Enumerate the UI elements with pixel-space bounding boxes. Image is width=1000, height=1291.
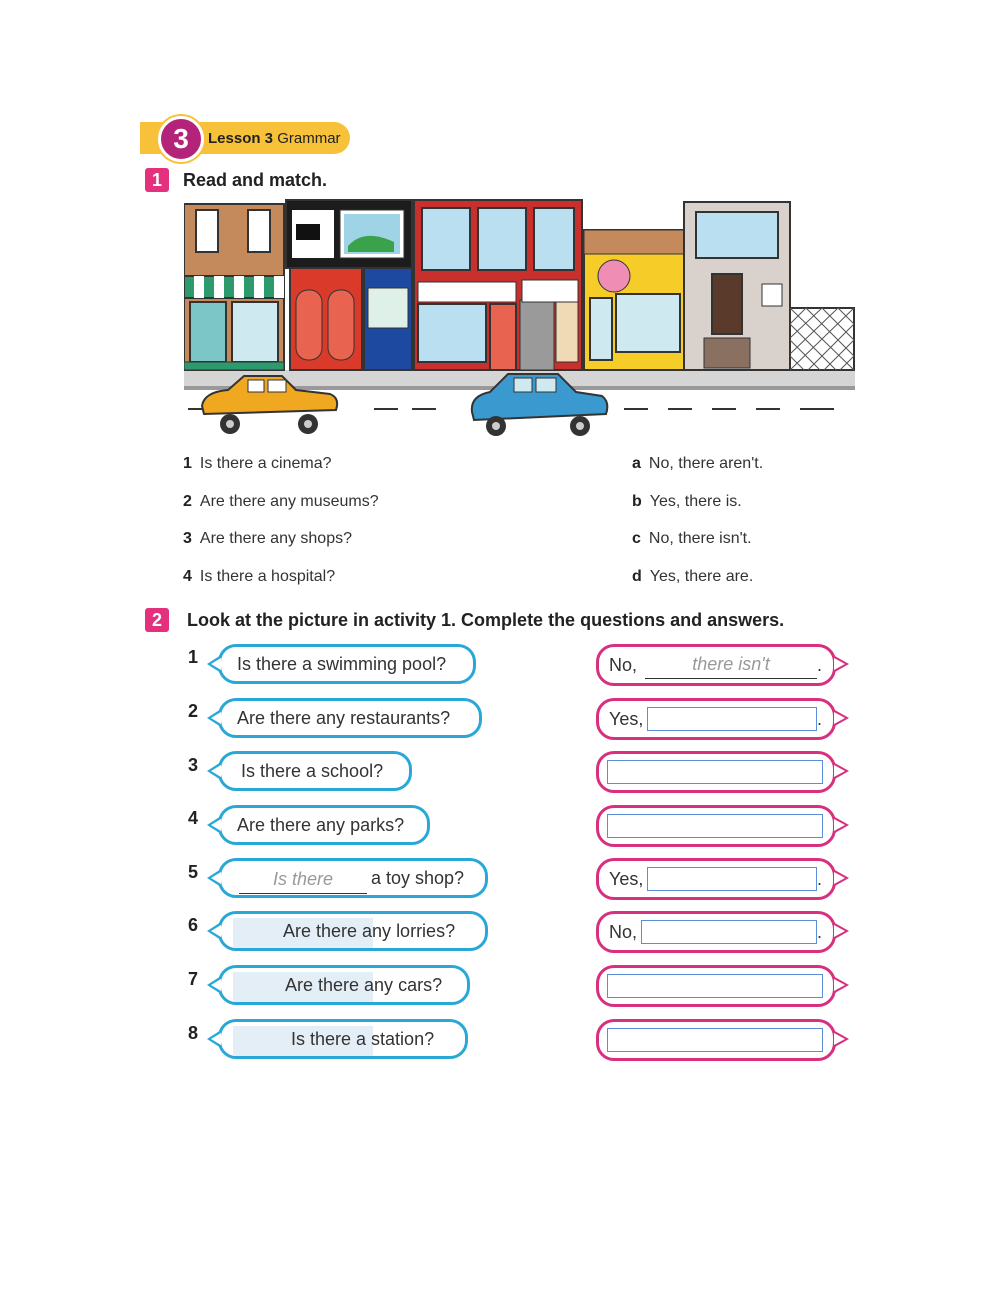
activity-1-badge: 1 (145, 168, 169, 192)
q-number-1: 1 (188, 647, 199, 667)
answer-bubble-8[interactable] (596, 1019, 836, 1061)
match-answer-c: c No, there isn't. (632, 530, 752, 547)
question-text-6: Are there any lorries? (283, 921, 456, 941)
q-number-7: 7 (188, 969, 199, 989)
lesson-topic: Grammar (277, 130, 341, 147)
question-text-8: Is there a station? (291, 1029, 435, 1049)
answer-input-7[interactable] (607, 974, 823, 998)
answer-input-8[interactable] (607, 1028, 823, 1052)
q-number-2: 2 (188, 701, 199, 721)
lesson-title (208, 130, 341, 147)
question-bubble-4 (218, 805, 430, 845)
answer-bubble-5[interactable]: Yes, . (596, 858, 836, 900)
question-text-7: Are there any cars? (285, 975, 443, 995)
answer-input-3[interactable] (607, 760, 823, 784)
question-example-5: Is there (239, 865, 367, 894)
q-number-6: 6 (188, 915, 199, 935)
lesson-label: Lesson 3 (208, 130, 274, 147)
answer-bubble-2[interactable]: Yes, . (596, 698, 836, 740)
answer-label-6: No, (609, 922, 638, 942)
answer-label-1: No, (609, 655, 638, 675)
question-bubble-3 (218, 751, 412, 791)
answer-example-1: there isn't (645, 650, 817, 679)
match-answer-b: b Yes, there is. (632, 493, 742, 510)
lesson-number-badge: 3 (158, 116, 204, 162)
question-text-2: Are there any restaurants? (237, 708, 451, 728)
answer-input-2[interactable] (647, 707, 817, 731)
question-bubble-1 (218, 644, 476, 684)
answer-bubble-4[interactable] (596, 805, 836, 847)
question-bubble-8[interactable] (218, 1019, 468, 1059)
q-number-3: 3 (188, 755, 199, 775)
match-question-2: 2 Are there any museums? (183, 493, 379, 510)
answer-label-5: Yes, (609, 869, 644, 889)
activity-2-badge: 2 (145, 608, 169, 632)
activity-1-title: Read and match. (183, 170, 328, 190)
question-bubble-7[interactable] (218, 965, 470, 1005)
question-text-3: Is there a school? (241, 761, 384, 781)
answer-input-4[interactable] (607, 814, 823, 838)
answer-bubble-1: No, there isn't . (596, 644, 836, 686)
match-question-4: 4 Is there a hospital? (183, 568, 336, 585)
match-answer-a: a No, there aren't. (632, 455, 764, 472)
question-text-5: a toy shop? (371, 868, 465, 888)
q-number-4: 4 (188, 808, 199, 828)
answer-bubble-7[interactable] (596, 965, 836, 1007)
question-text-4: Are there any parks? (237, 815, 405, 835)
match-question-3: 3 Are there any shops? (183, 530, 352, 547)
match-answer-d: d Yes, there are. (632, 568, 754, 585)
answer-bubble-6[interactable]: No, . (596, 911, 836, 953)
answer-bubble-3[interactable] (596, 751, 836, 793)
activity-2-title: Look at the picture in activity 1. Complete the questions and answers. (187, 610, 785, 630)
question-bubble-2 (218, 698, 482, 738)
street-scene-illustration (184, 198, 855, 440)
q-number-8: 8 (188, 1023, 199, 1043)
answer-input-6[interactable] (641, 920, 817, 944)
answer-label-2: Yes, (609, 709, 644, 729)
answer-input-5[interactable] (647, 867, 817, 891)
match-question-1: 1 Is there a cinema? (183, 455, 332, 472)
question-bubble-6[interactable] (218, 911, 488, 951)
q-number-5: 5 (188, 862, 199, 882)
question-text-1: Is there a swimming pool? (237, 654, 447, 674)
question-bubble-5 (218, 858, 488, 898)
